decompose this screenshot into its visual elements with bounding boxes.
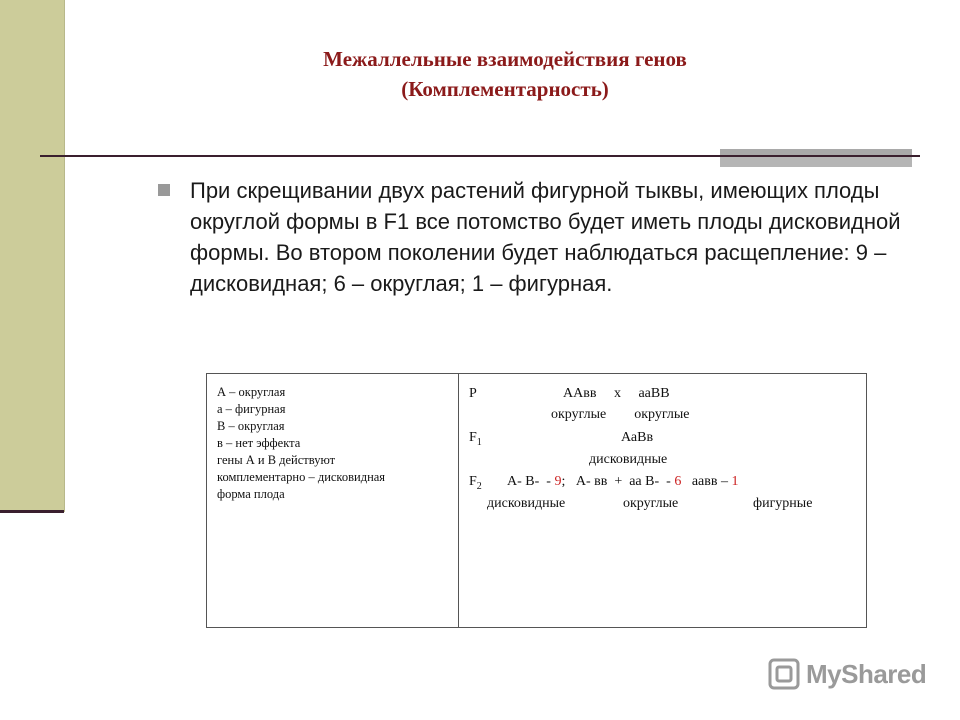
p-phenotypes: округлые округлые <box>551 407 690 422</box>
side-decor-rule <box>0 510 64 513</box>
p-label: Р <box>469 386 477 401</box>
myshared-logo-icon <box>768 658 800 690</box>
slide-body-text: При скрещивании двух растений фигурной тыквы, имеющих плоды округлой формы в F1 все потомство будет иметь плоды дисковидной формы. Во втором поколении будет наблюдаться расщепление: 9 – дисковидная; 6 – округлая; 1 – фигурная. <box>190 178 901 296</box>
slide-title-line2: (Комплементарность) <box>401 77 609 101</box>
legend-box <box>206 373 459 628</box>
watermark-text: MyShared <box>806 658 927 689</box>
legend-line: А – округлая <box>217 385 286 399</box>
f2-label: $F_2$ <box>469 474 482 492</box>
slide-title <box>200 44 810 104</box>
f2-row: А- В- - 9; А- вв + аа В- - 6 аавв – 1 <box>507 474 739 489</box>
legend-line: комплементарно – дисковидная <box>217 470 386 484</box>
legend-line: В – округлая <box>217 419 285 433</box>
bullet-icon <box>158 184 170 196</box>
myshared-watermark <box>768 656 926 692</box>
legend-line: форма плода <box>217 487 285 501</box>
legend-line: гены А и В действуют <box>217 453 336 467</box>
f1-phenotype: дисковидные <box>589 452 668 467</box>
f1-label: $F_1$ <box>469 430 482 448</box>
side-decor-bar <box>0 0 65 512</box>
cross-box <box>458 373 867 628</box>
f2-phenotype-round: округлые <box>623 496 679 511</box>
slide-title-line1: Межаллельные взаимодействия генов <box>323 47 687 71</box>
f2-count-shaped: 1 <box>731 474 739 489</box>
f2-count-disc: 9 <box>554 474 562 489</box>
f2-phenotype-disc: дисковидные <box>487 496 566 511</box>
f2-count-round: 6 <box>674 474 682 489</box>
p-genotypes: ААвв х ааВВ <box>563 386 670 401</box>
divider-accent-lower <box>720 157 912 167</box>
legend-line: в – нет эффекта <box>217 436 301 450</box>
legend-line: а – фигурная <box>217 402 286 416</box>
f1-genotype: АаВв <box>621 430 654 445</box>
f2-phenotype-shaped: фигурные <box>753 496 813 511</box>
